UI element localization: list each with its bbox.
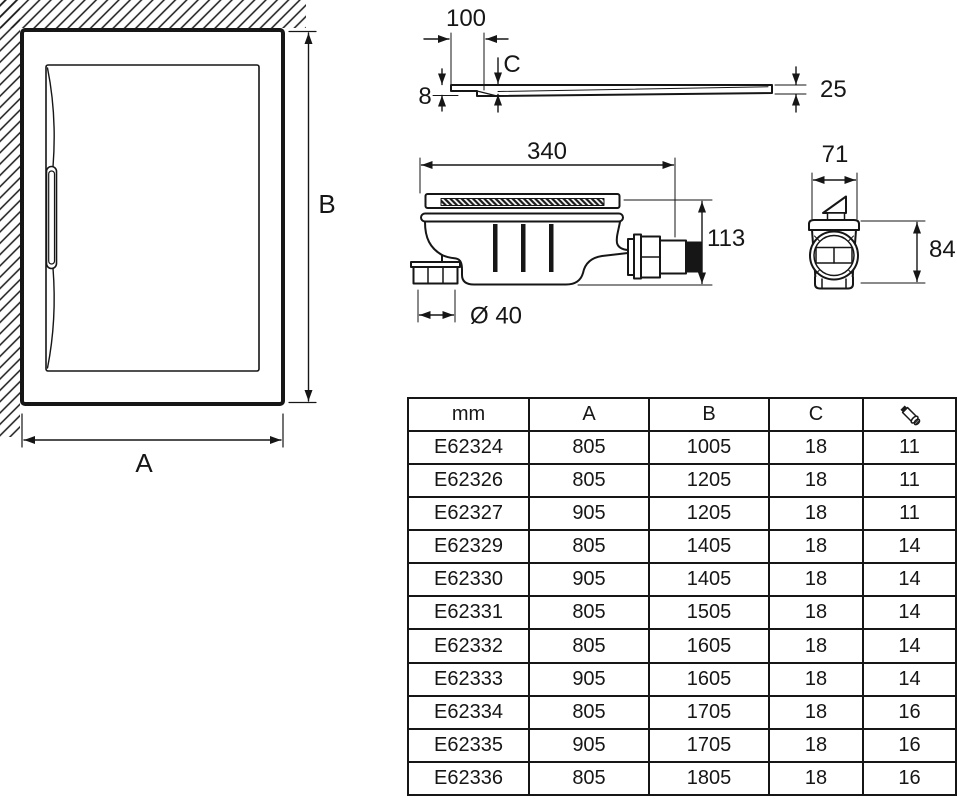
dim-b-cell: 1705 [649,729,769,762]
header-a: A [529,398,649,431]
profile-drain-offset-label: 100 [445,5,487,32]
outlet-thread [686,242,701,272]
dim-a-cell: 905 [529,729,649,762]
dim-b-cell: 1405 [649,530,769,563]
plan-width-label: A [135,448,153,478]
waste-grate [441,199,604,206]
dim-a-cell: 805 [529,596,649,629]
dim-a-cell: 905 [529,663,649,696]
waste-rib [521,224,526,272]
header-ref: mm [408,398,529,431]
screws-cell: 14 [863,596,956,629]
dim-c-cell: 18 [769,729,863,762]
dim-c-cell: 18 [769,629,863,662]
ref-cell: E62327 [408,497,529,530]
table-row [408,629,956,662]
table-row [408,464,956,497]
table-row [408,497,956,530]
ref-cell: E62333 [408,663,529,696]
waste-length-label: 340 [526,138,568,165]
dim-b [289,32,316,403]
end-cap [809,220,859,230]
screws-cell: 11 [863,431,956,464]
tray-outer-edge [22,30,283,404]
ref-cell: E62324 [408,431,529,464]
waste-outlet-diameter-label: Ø 40 [470,302,523,330]
wall-hatch-top [0,0,306,28]
waste-rib [493,224,498,272]
dim-b-cell: 1805 [649,762,769,795]
table-header-row [408,398,956,431]
table-row [408,431,956,464]
end-neck [828,213,845,220]
screws-cell: 11 [863,497,956,530]
end-wedge [823,197,846,214]
screws-cell: 14 [863,563,956,596]
ref-cell: E62332 [408,629,529,662]
table-row [408,530,956,563]
tray-profile-outline [451,85,772,96]
outlet-pipe [660,241,686,274]
dim-a-cell: 805 [529,696,649,729]
dim-b-cell: 1605 [649,663,769,696]
profile-edge-thickness-label: 8 [418,83,432,110]
screws-cell: 14 [863,530,956,563]
dim-c-cell: 18 [769,563,863,596]
header-c: C [769,398,863,431]
table-row [408,762,956,795]
dim-a-cell: 805 [529,530,649,563]
dim-outlet-diameter [418,290,455,322]
dim-a [22,414,283,447]
waste-body-left-wall [425,222,442,255]
dim-b-cell: 1005 [649,431,769,464]
dim-c-cell: 18 [769,596,863,629]
waste-height-label: 113 [707,225,746,252]
screws-cell: 14 [863,629,956,662]
table-row [408,663,956,696]
dim-c-cell: 18 [769,696,863,729]
end-width-label: 71 [821,141,849,168]
waste-nut-body [414,267,458,284]
dim-a-cell: 805 [529,629,649,662]
dim-a-cell: 905 [529,563,649,596]
ref-cell: E62336 [408,762,529,795]
wall-hatch-left [0,0,20,437]
dim-b-cell: 1205 [649,497,769,530]
ref-cell: E62329 [408,530,529,563]
plan-view [0,0,336,478]
dim-b-cell: 1605 [649,629,769,662]
table-row [408,563,956,596]
header-b: B [649,398,769,431]
dim-84 [861,221,925,283]
ref-cell: E62326 [408,464,529,497]
ref-cell: E62334 [408,696,529,729]
dim-c-cell: 18 [769,464,863,497]
dim-a-cell: 805 [529,762,649,795]
screw-icon [893,402,927,428]
screws-cell: 16 [863,729,956,762]
ref-cell: E62330 [408,563,529,596]
dim-c-cell: 18 [769,431,863,464]
dimension-table [407,397,957,796]
ref-cell: E62331 [408,596,529,629]
profile-view [418,5,846,112]
dim-c-cell: 18 [769,497,863,530]
dim-a-cell: 905 [529,497,649,530]
screws-cell: 16 [863,696,956,729]
table-row [408,596,956,629]
table-row [408,696,956,729]
dim-b-cell: 1405 [649,563,769,596]
dim-b-cell: 1205 [649,464,769,497]
ref-cell: E62335 [408,729,529,762]
waste-rib [549,224,554,272]
end-height-label: 84 [929,236,956,263]
profile-rim-thickness-label: 25 [820,76,847,103]
dim-c-cell: 18 [769,762,863,795]
waste-end-view [809,141,956,289]
outlet-plate [634,235,641,279]
plan-height-label: B [318,189,336,219]
dim-b-cell: 1505 [649,596,769,629]
dim-c-cell: 18 [769,530,863,563]
screws-cell: 14 [863,663,956,696]
screws-cell: 11 [863,464,956,497]
dim-b-cell: 1705 [649,696,769,729]
profile-drain-depth-label: C [503,51,521,78]
header-screws [863,398,956,431]
screws-cell: 16 [863,762,956,795]
dim-c-cell: 18 [769,663,863,696]
waste-body-right-wall [617,222,628,250]
dim-a-cell: 805 [529,464,649,497]
table-row [408,729,956,762]
waste-side-view [411,138,745,330]
waste-body-floor [442,253,628,285]
dim-a-cell: 805 [529,431,649,464]
waste-flange [421,214,623,222]
